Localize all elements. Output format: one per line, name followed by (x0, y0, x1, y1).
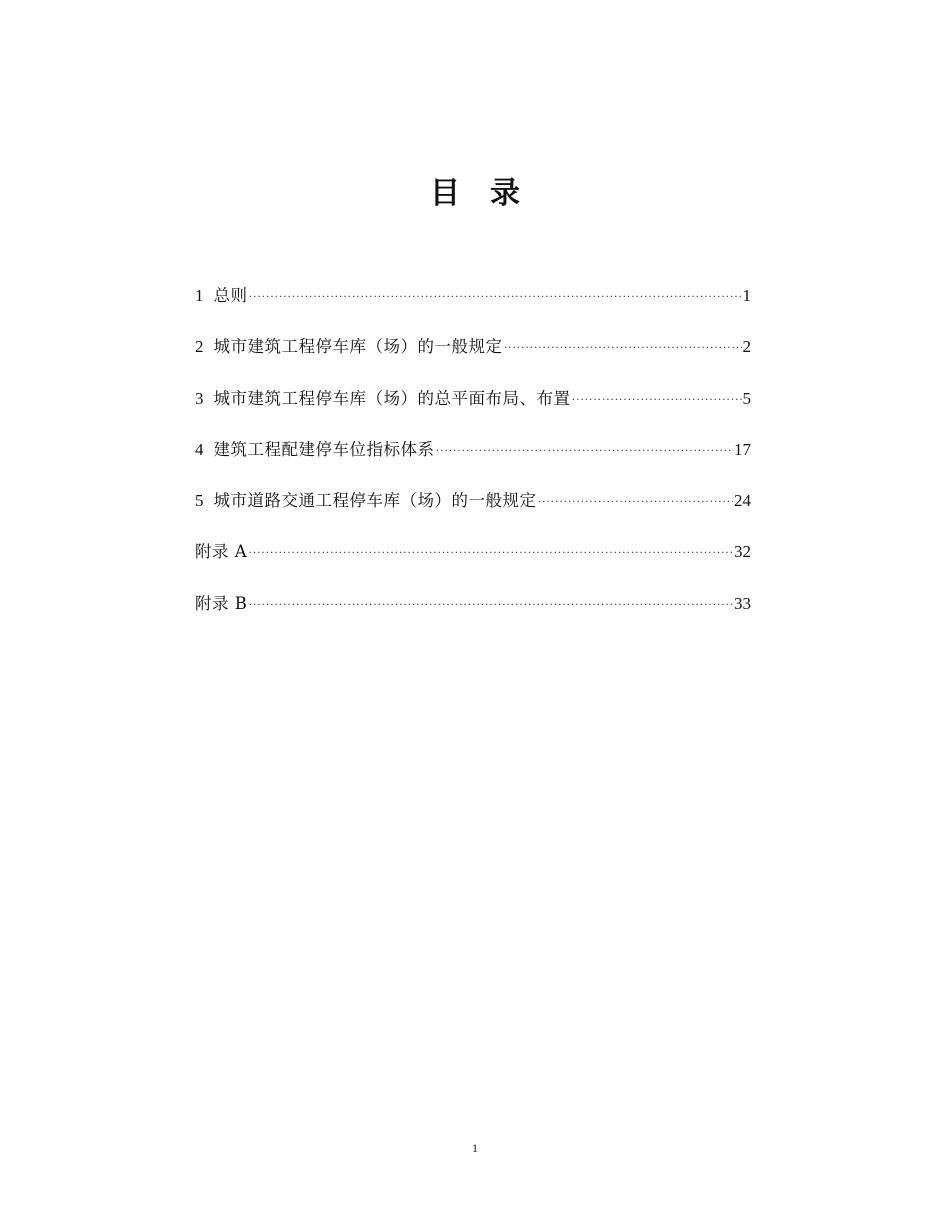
toc-entry-number: 5 (195, 491, 204, 511)
toc-entry-label: 建筑工程配建停车位指标体系 (213, 439, 435, 459)
toc-entry-page: 1 (742, 286, 751, 305)
toc-leader-dots (504, 331, 742, 363)
toc-entry-page: 24 (734, 491, 751, 511)
toc-entry-number: 2 (195, 337, 204, 357)
toc-entry-number: 1 (195, 286, 204, 305)
toc-entry-page: 32 (734, 542, 751, 562)
toc-leader-dots (248, 588, 733, 620)
toc-leader-dots (249, 280, 742, 312)
toc-leader-dots (572, 383, 742, 415)
toc-entry-page: 33 (734, 593, 751, 613)
toc-entry-label: 总则 (213, 286, 248, 305)
toc-leader-dots (248, 536, 733, 568)
page-number: 1 (472, 1141, 478, 1155)
toc-entry-page: 17 (734, 439, 751, 459)
toc-entry-label: 城市建筑工程停车库（场）的一般规定 (213, 337, 503, 357)
toc-entry-number: 3 (195, 388, 204, 408)
table-of-contents (195, 280, 751, 639)
toc-entry[interactable] (195, 331, 751, 382)
toc-leader-dots (436, 434, 734, 466)
toc-entry-appendix-b[interactable] (195, 588, 751, 639)
toc-entry[interactable] (195, 485, 751, 536)
toc-entry[interactable] (195, 383, 751, 434)
toc-entry-label: 城市建筑工程停车库（场）的总平面布局、布置 (213, 388, 571, 408)
toc-entry[interactable] (195, 280, 751, 331)
toc-entry-appendix-a[interactable] (195, 536, 751, 587)
toc-entry-label: 附录 B (195, 593, 248, 613)
toc-entry-label: 城市道路交通工程停车库（场）的一般规定 (213, 491, 537, 511)
toc-entry-number: 4 (195, 439, 204, 459)
toc-entry[interactable] (195, 434, 751, 485)
page-title: 目录 (430, 176, 550, 211)
toc-entry-page: 2 (742, 337, 751, 357)
toc-leader-dots (538, 485, 734, 517)
toc-entry-page: 5 (742, 388, 751, 408)
toc-entry-label: 附录 A (195, 542, 248, 562)
